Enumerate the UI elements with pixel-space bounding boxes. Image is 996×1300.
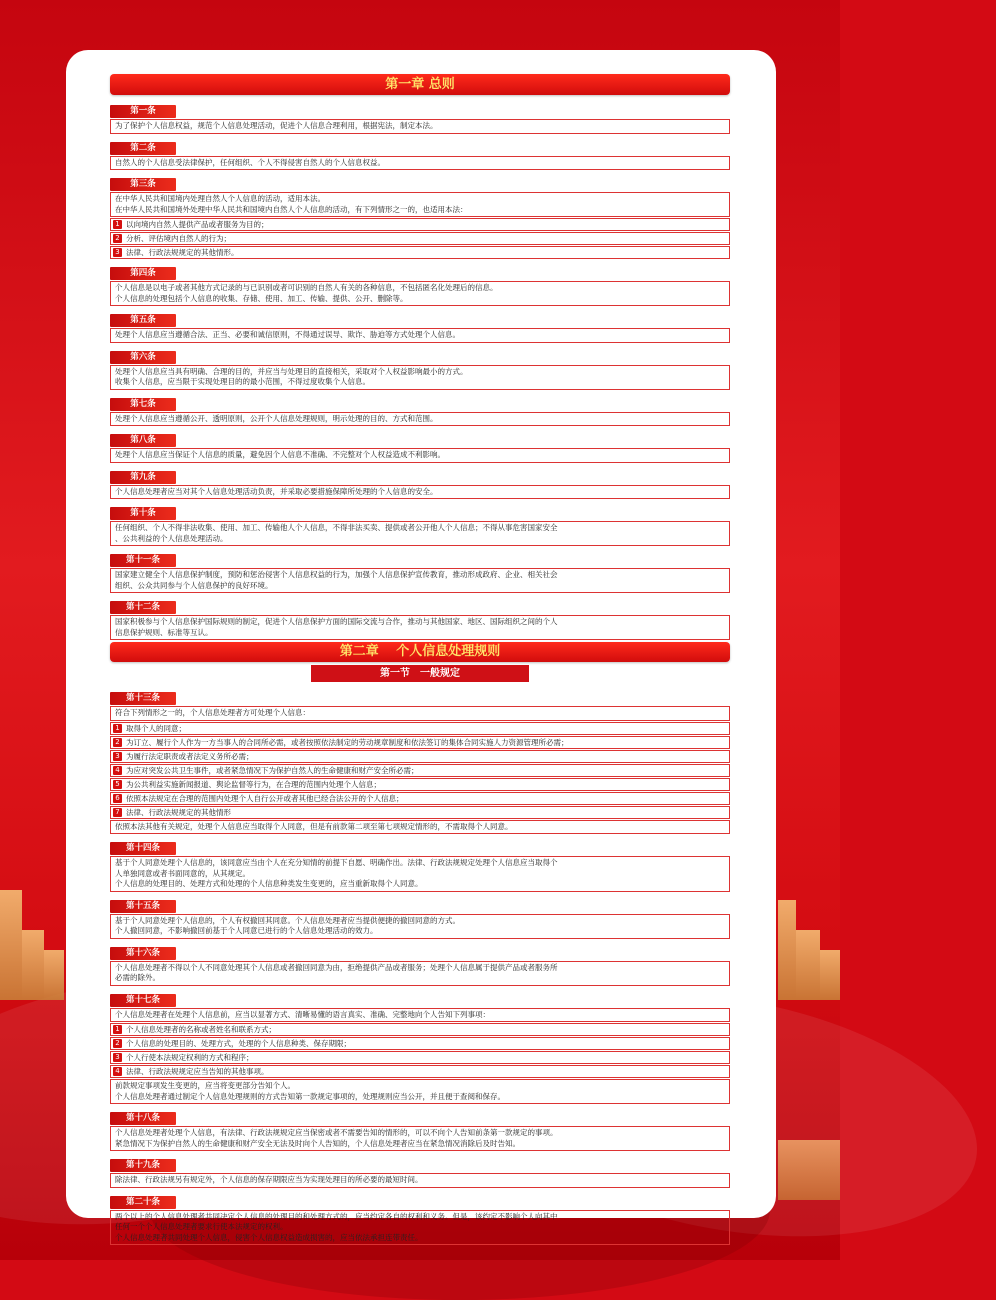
item-number-icon: 4 [113,1067,122,1076]
article-label: 第三条 [110,178,176,191]
article-label: 第十三条 [110,692,176,705]
article-label: 第六条 [110,351,176,364]
item-number-icon: 3 [113,1053,122,1062]
article-line: 自然人的个人信息受法律保护，任何组织、个人不得侵害自然人的个人信息权益。 [115,157,385,167]
article-label: 第十二条 [110,601,176,614]
article-text [110,485,730,500]
article-text [110,119,730,134]
article-text [110,156,730,171]
article-line: 前款规定事项发生变更的，应当将变更部分告知个人。 [115,1081,295,1090]
article-text [110,1126,730,1151]
article-text [110,615,730,640]
article-line: 处理个人信息应当遵循合法、正当、必要和诚信原则，不得通过误导、欺诈、胁迫等方式处理个人信息。 [115,330,460,339]
article-item [110,764,730,777]
article-label: 第二十条 [110,1196,176,1209]
article-line: 为了保护个人信息权益，规范个人信息处理活动，促进个人信息合理利用，根据宪法，制定本法。 [115,121,438,130]
article-line: 依照本法其他有关规定，处理个人信息应当取得个人同意，但是有前款第二项至第七项规定情形的，不需取得个人同意。 [115,821,513,831]
article-text [110,448,730,463]
article-item [110,722,730,735]
article-line: 基于个人同意处理个人信息的，该同意应当由个人在充分知情的前提下自愿、明确作出。法律、行政法规规定处理个人信息应当取得个 [115,858,558,867]
article-line: 基于个人同意处理个人信息的，个人有权撤回其同意。个人信息处理者应当提供便捷的撤回同意的方式。 [115,915,460,925]
article-item-text: 为订立、履行个人作为一方当事人的合同所必需，或者按照依法制定的劳动规章制度和依法签订的集体合同实施人力资源管理所必需； [126,737,569,747]
building-decoration [44,950,64,1000]
article-line: 两个以上的个人信息处理者共同决定个人信息的处理目的和处理方式的，应当约定各自的权利和义务。但是，该约定不影响个人向其中 [115,1211,558,1221]
article-label: 第十一条 [110,554,176,567]
article-line: 个人信息处理者不得以个人不同意处理其个人信息或者撤回同意为由，拒绝提供产品或者服务；处理个人信息属于提供产品或者服务所 [115,962,558,972]
article-item-text: 为应对突发公共卫生事件，或者紧急情况下为保护自然人的生命健康和财产安全所必需； [126,765,419,775]
article-line: 收集个人信息，应当限于实现处理目的的最小范围，不得过度收集个人信息。 [115,377,370,386]
article-line: 个人信息处理者通过制定个人信息处理规则的方式告知第一款规定事项的，处理规则应当公开，并且便于查阅和保存。 [115,1091,505,1101]
article-line: 个人信息是以电子或者其他方式记录的与已识别或者可识别的自然人有关的各种信息，不包括匿名化处理后的信息。 [115,283,498,292]
article-text [110,706,730,721]
building-decoration [0,890,22,1000]
article-line: 国家建立健全个人信息保护制度，预防和惩治侵害个人信息权益的行为，加强个人信息保护宣传教育，推动形成政府、企业、相关社会 [115,570,558,579]
article-item-text: 以向境内自然人提供产品或者服务为目的； [126,220,269,229]
article-line: 在中华人民共和国境外处理中华人民共和国境内自然人个人信息的活动，有下列情形之一的，也适用本法： [115,204,468,214]
article-label: 第九条 [110,471,176,484]
item-number-icon: 1 [113,1025,122,1034]
item-number-icon: 1 [113,724,122,733]
article-item-text: 法律、行政法规规定的其他情形 [126,807,231,817]
article-text [110,328,730,343]
article-line: 在中华人民共和国境内处理自然人个人信息的活动，适用本法。 [115,194,325,203]
article-item [110,1037,730,1050]
article-text [110,192,730,217]
article-text [110,281,730,306]
article-item-text: 法律、行政法规规定的其他情形。 [126,248,239,257]
article-label: 第十五条 [110,900,176,913]
article-line: 处理个人信息应当具有明确、合理的目的，并应当与处理目的直接相关，采取对个人权益影响最小的方式。 [115,366,468,376]
article-label: 第一条 [110,105,176,118]
article-line: 个人信息的处理目的、处理方式和处理的个人信息种类发生变更的，应当重新取得个人同意。 [115,879,423,888]
item-number-icon: 7 [113,808,122,817]
article-text [110,961,730,986]
article-line: 国家积极参与个人信息保护国际规则的制定，促进个人信息保护方面的国际交流与合作，推动与其他国家、地区、国际组织之间的个人 [115,617,558,626]
article-label: 第十四条 [110,842,176,855]
article-item [110,792,730,805]
article-line: 任何组织、个人不得非法收集、使用、加工、传输他人个人信息，不得非法买卖、提供或者公开他人个人信息；不得从事危害国家安全 [115,523,558,532]
article-text [110,365,730,390]
building-decoration [778,900,796,1000]
chapter-one-title: 第一章 总则 [110,74,730,95]
article-item [110,1023,730,1036]
article-line: 个人信息处理者处理个人信息，有法律、行政法规规定应当保密或者不需要告知的情形的，可以不向个人告知前条第一款规定的事项。 [115,1128,558,1137]
section-one-title: 第一节 一般规定 [311,665,529,682]
article-label: 第十六条 [110,947,176,960]
article-label: 第四条 [110,267,176,280]
article-line: 处理个人信息应当保证个人信息的质量，避免因个人信息不准确、不完整对个人权益造成不利影响。 [115,450,445,459]
item-number-icon: 2 [113,738,122,747]
building-decoration [796,930,820,1000]
item-number-icon: 1 [113,220,122,229]
article-line: 除法律、行政法规另有规定外，个人信息的保存期限应当为实现处理目的所必要的最短时间。 [115,1175,423,1184]
article-line: 个人信息处理者在处理个人信息前，应当以显著方式、清晰易懂的语言真实、准确、完整地向个人告知下列事项： [115,1009,490,1019]
article-label: 第十七条 [110,994,176,1007]
article-item [110,806,730,819]
article-text [110,1008,730,1023]
monument-decoration [778,1140,840,1200]
article-label: 第七条 [110,398,176,411]
article-text [110,1079,730,1104]
article-item-text: 个人信息处理者的名称或者姓名和联系方式； [126,1025,276,1034]
article-label: 第十九条 [110,1159,176,1172]
article-item [110,218,730,231]
article-line: 人单独同意或者书面同意的，从其规定。 [115,868,250,878]
article-item-text: 为履行法定职责或者法定义务所必需； [126,751,254,761]
article-item [110,246,730,259]
article-line: 符合下列情形之一的，个人信息处理者方可处理个人信息： [115,708,310,717]
item-number-icon: 6 [113,794,122,803]
article-item-text: 个人信息的处理目的、处理方式，处理的个人信息种类、保存期限； [126,1039,351,1048]
article-item [110,750,730,763]
article-text [110,820,730,835]
article-text [110,521,730,546]
article-line: 任何一个个人信息处理者要求行使本法规定的权利。 [115,1222,288,1231]
article-item [110,778,730,791]
building-decoration [22,930,44,1000]
article-label: 第二条 [110,142,176,155]
article-item [110,1051,730,1064]
article-item-text: 法律、行政法规规定应当告知的其他事项。 [126,1067,269,1076]
item-number-icon: 4 [113,766,122,775]
article-text [110,412,730,427]
article-label: 第十八条 [110,1112,176,1125]
article-line: 个人信息的处理包括个人信息的收集、存储、使用、加工、传输、提供、公开、删除等。 [115,293,408,303]
article-line: 必需的除外。 [115,973,160,982]
article-line: 信息保护规则、标准等互认。 [115,627,213,637]
article-text [110,914,730,939]
article-line: 、公共利益的个人信息处理活动。 [115,533,228,543]
item-number-icon: 3 [113,752,122,761]
article-text [110,1210,730,1246]
article-item [110,232,730,245]
article-item-text: 个人行使本法规定权利的方式和程序； [126,1053,254,1062]
item-number-icon: 2 [113,234,122,243]
article-text [110,1173,730,1188]
item-number-icon: 5 [113,780,122,789]
article-item-text: 取得个人的同意； [126,723,186,733]
article-line: 处理个人信息应当遵循公开、透明原则，公开个人信息处理规则，明示处理的目的、方式和范围。 [115,413,438,423]
article-item [110,736,730,749]
article-line: 个人信息处理者共同处理个人信息，侵害个人信息权益造成损害的，应当依法承担连带责任。 [115,1232,423,1242]
article-line: 紧急情况下为保护自然人的生命健康和财产安全无法及时向个人告知的，个人信息处理者应当在紧急情况消除后及时告知。 [115,1138,520,1148]
article-label: 第十条 [110,507,176,520]
article-item-text: 分析、评估境内自然人的行为； [126,234,231,243]
item-number-icon: 3 [113,248,122,257]
building-decoration [820,950,840,1000]
law-panel [66,50,776,1242]
article-item-text: 为公共利益实施新闻报道、舆论监督等行为，在合理的范围内处理个人信息； [126,779,381,789]
article-text [110,568,730,593]
chapter-two-title: 第二章 个人信息处理规则 [110,642,730,662]
article-label: 第五条 [110,314,176,327]
law-content [110,74,730,1246]
item-number-icon: 2 [113,1039,122,1048]
article-line: 个人撤回同意，不影响撤回前基于个人同意已进行的个人信息处理活动的效力。 [115,926,378,935]
article-item [110,1065,730,1078]
article-line: 组织、公众共同参与个人信息保护的良好环境。 [115,580,273,590]
article-line: 个人信息处理者应当对其个人信息处理活动负责，并采取必要措施保障所处理的个人信息的安全。 [115,486,438,496]
chapter-one-articles [110,98,730,640]
article-item-text: 依照本法规定在合理的范围内处理个人自行公开或者其他已经合法公开的个人信息； [126,793,404,803]
article-label: 第八条 [110,434,176,447]
article-text [110,856,730,892]
chapter-two-articles [110,685,730,1245]
